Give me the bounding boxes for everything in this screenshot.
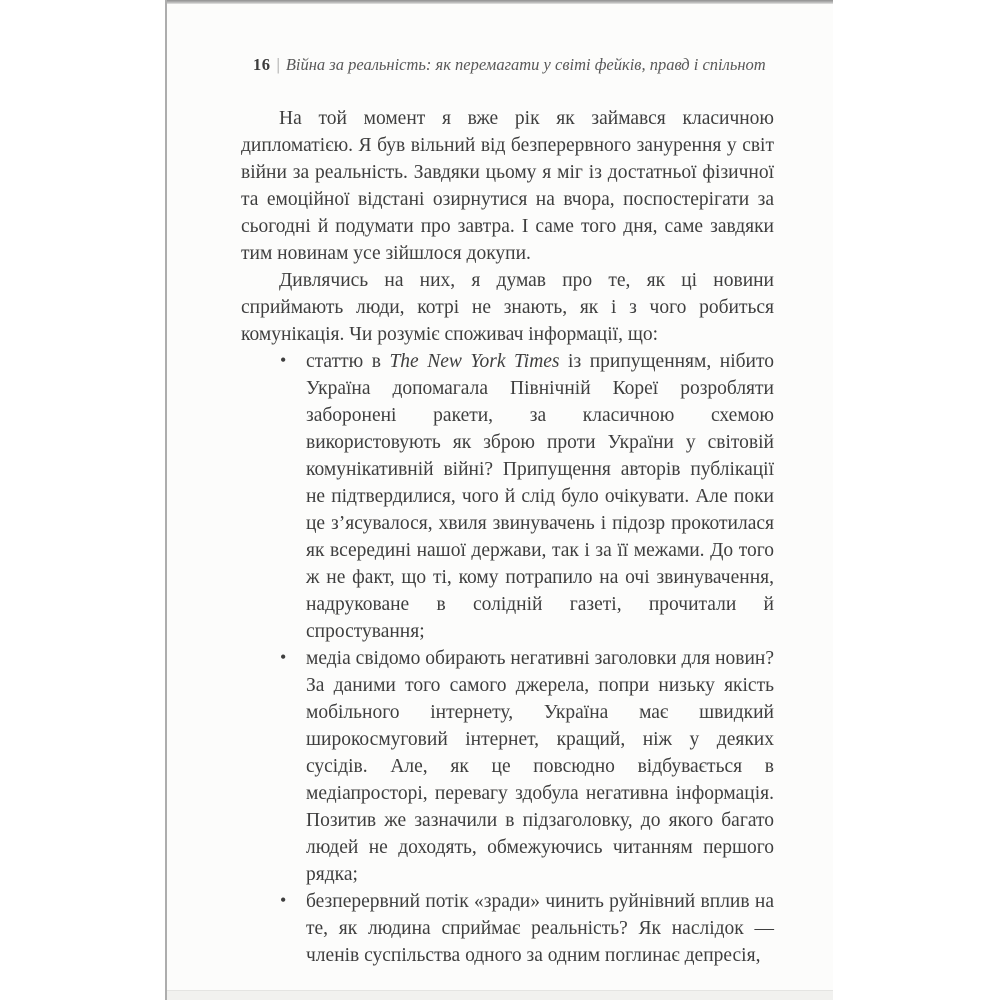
page-body <box>241 105 774 969</box>
bullet-icon: • <box>280 350 287 370</box>
header-separator: | <box>276 55 280 74</box>
list-item-text: із припущенням, нібито Україна допомагала Північній Кореї розробляти заборонені ракети, за класичною схемою використовують як зброю проти України у світовій комунікативній війні? Припущення авторів публікації не підтвердилися, чого й слід було очікувати. Але поки це з’ясувалося, хвиля звинувачень і підозр прокотилася як всередині нашої держави, так і за її межами. До того ж не факт, що ті, кому потрапило на очі звинувачення, надруковане в солідній газеті, прочитали й спростування; <box>306 351 774 642</box>
book-page <box>165 0 833 1000</box>
list-item-text: медіа свідомо обирають негативні заголовки для новин? За даними того самого джерела, попри низьку якість мобільного інтернету, Україна має швидкий широкосмуговий інтернет, кращий, ніж у деяких сусідів. Але, як це повсюдно відбувається в медіапросторі, перевагу здобула негативна інформація. Позитив же зазначили в підзаголовку, до якого багато людей не доходять, обмежуючись читанням першого рядка; <box>306 648 774 885</box>
list-item <box>241 348 774 645</box>
list-item <box>241 645 774 888</box>
paragraph: На той момент я вже рік як займався класичною дипломатією. Я був вільний від безперервного занурення у світ війни за реальність. Завдяки цьому я міг із достатньої фізичної та емоційної відстані озирнутися на вчора, поспостерігати за сьогодні й подумати про завтра. І саме того дня, саме завдяки тим новинам усе зійшлося докупи. <box>241 108 774 264</box>
list-item-text: безперервний потік «зради» чинить руйнівний вплив на те, як людина сприймає реальність? Як наслідок — членів суспільства одного за одним поглинає депресія, <box>306 891 774 966</box>
running-header <box>253 54 793 76</box>
bullet-list <box>241 348 774 969</box>
page-number: 16 <box>253 55 271 74</box>
bullet-icon: • <box>280 647 287 667</box>
newspaper-title: The New York Times <box>389 351 560 372</box>
page-top-scan-edge <box>167 0 833 4</box>
list-item <box>241 888 774 969</box>
paragraph: Дивлячись на них, я думав про те, як ці новини сприймають люди, котрі не знають, як і з чого робиться комунікація. Чи розуміє споживач інформації, що: <box>241 270 774 345</box>
page-bottom-scan-edge <box>167 990 833 1000</box>
list-item-text: статтю в <box>306 351 390 372</box>
bullet-icon: • <box>280 890 287 910</box>
running-title: Війна за реальність: як перемагати у світі фейків, правд і спільнот <box>285 55 766 74</box>
